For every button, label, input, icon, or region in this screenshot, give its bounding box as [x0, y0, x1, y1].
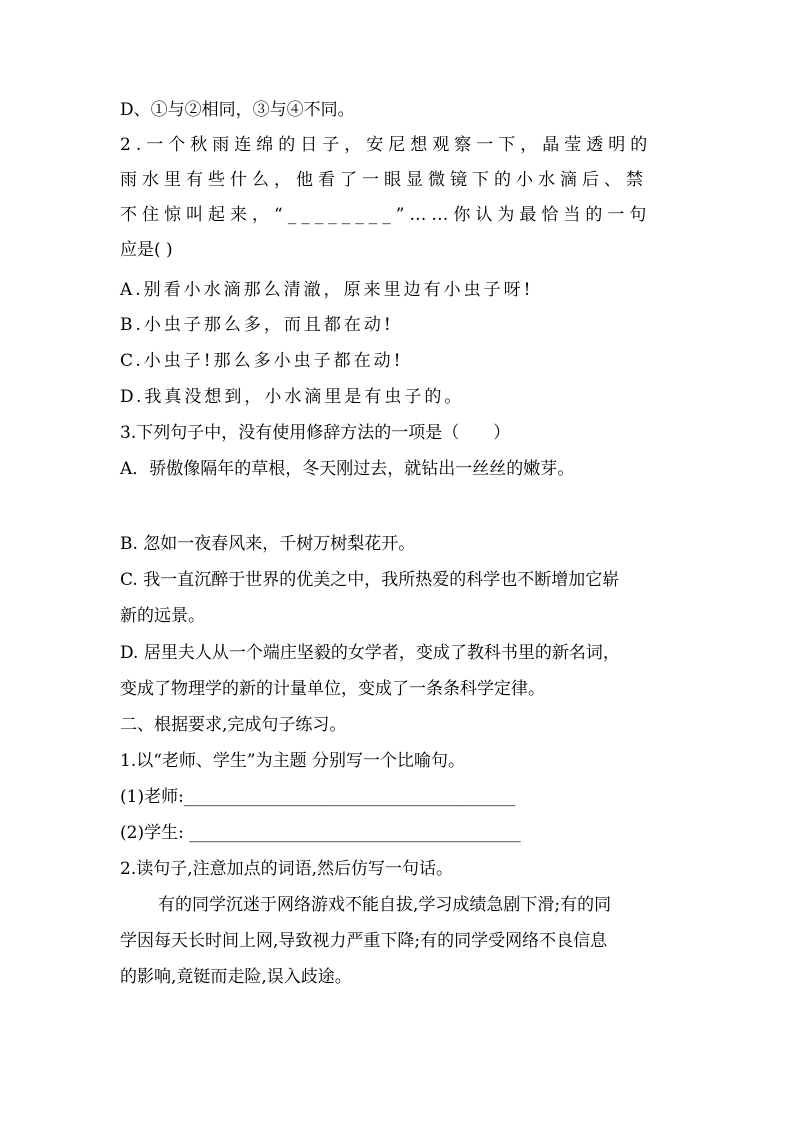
q3-option-a: A．骄傲像隔年的草根，冬天刚过去，就钻出一丝丝的嫩芽。: [120, 459, 575, 479]
q3-option-d-line-2: 变成了物理学的新的计量单位，变成了一条条科学定律。: [120, 679, 545, 699]
passage-line-3: 的影响,竟铤而走险,误入歧途。: [120, 967, 352, 987]
q2-option-d: D.我真没想到，小水滴里是有虫子的。: [120, 387, 465, 407]
q2-stem-line-4: 应是( ): [120, 240, 173, 260]
q3-option-c-line-2: 新的远景。: [120, 606, 205, 626]
q2-stem-line-1: 2.一个秋雨连绵的日子，安尼想观察一下，晶莹透明的: [120, 135, 653, 155]
section-2-heading: 二、根据要求,完成句子练习。: [120, 715, 347, 735]
q2-stem-line-3: 不住惊叫起来，“________”……你认为最恰当的一句: [120, 205, 652, 225]
q1-option-d: D、①与②相同，③与④不同。: [120, 100, 355, 120]
q2-option-a: A.别看小水滴那么清澈，原来里边有小虫子呀!: [120, 280, 534, 300]
section-2-q1-stem: 1.以“老师、学生”为主题 分别写一个比喻句。: [120, 751, 466, 771]
q3-stem: 3.下列句子中，没有使用修辞方法的一项是（ ）: [120, 423, 511, 443]
q2-stem-line-2: 雨水里有些什么，他看了一眼显微镜下的小水滴后、禁: [120, 170, 648, 190]
q3-option-d-line-1: D. 居里夫人从一个端庄坚毅的女学者，变成了教科书里的新名词，: [120, 643, 620, 663]
q3-option-b: B. 忽如一夜春风来，千树万树梨花开。: [120, 534, 416, 554]
teacher-answer-line: (1)老师:_______________________________________: [120, 787, 516, 807]
q3-option-c-line-1: C. 我一直沉醉于世界的优美之中，我所热爱的科学也不断增加它崭: [120, 570, 620, 590]
passage-line-2: 学因每天长时间上网,导致视力严重下降;有的同学受网络不良信息: [120, 931, 608, 951]
section-2-q2-stem: 2.读句子,注意加点的词语,然后仿写一句话。: [120, 859, 454, 879]
q2-option-c: C.小虫子!那么多小虫子都在动!: [120, 351, 404, 371]
student-answer-line: (2)学生: _______________________________________: [120, 823, 521, 843]
q2-option-b: B.小虫子那么多，而且都在动!: [120, 315, 394, 335]
passage-line-1: 有的同学沉迷于网络游戏不能自拔,学习成绩急剧下滑;有的同: [158, 895, 612, 915]
